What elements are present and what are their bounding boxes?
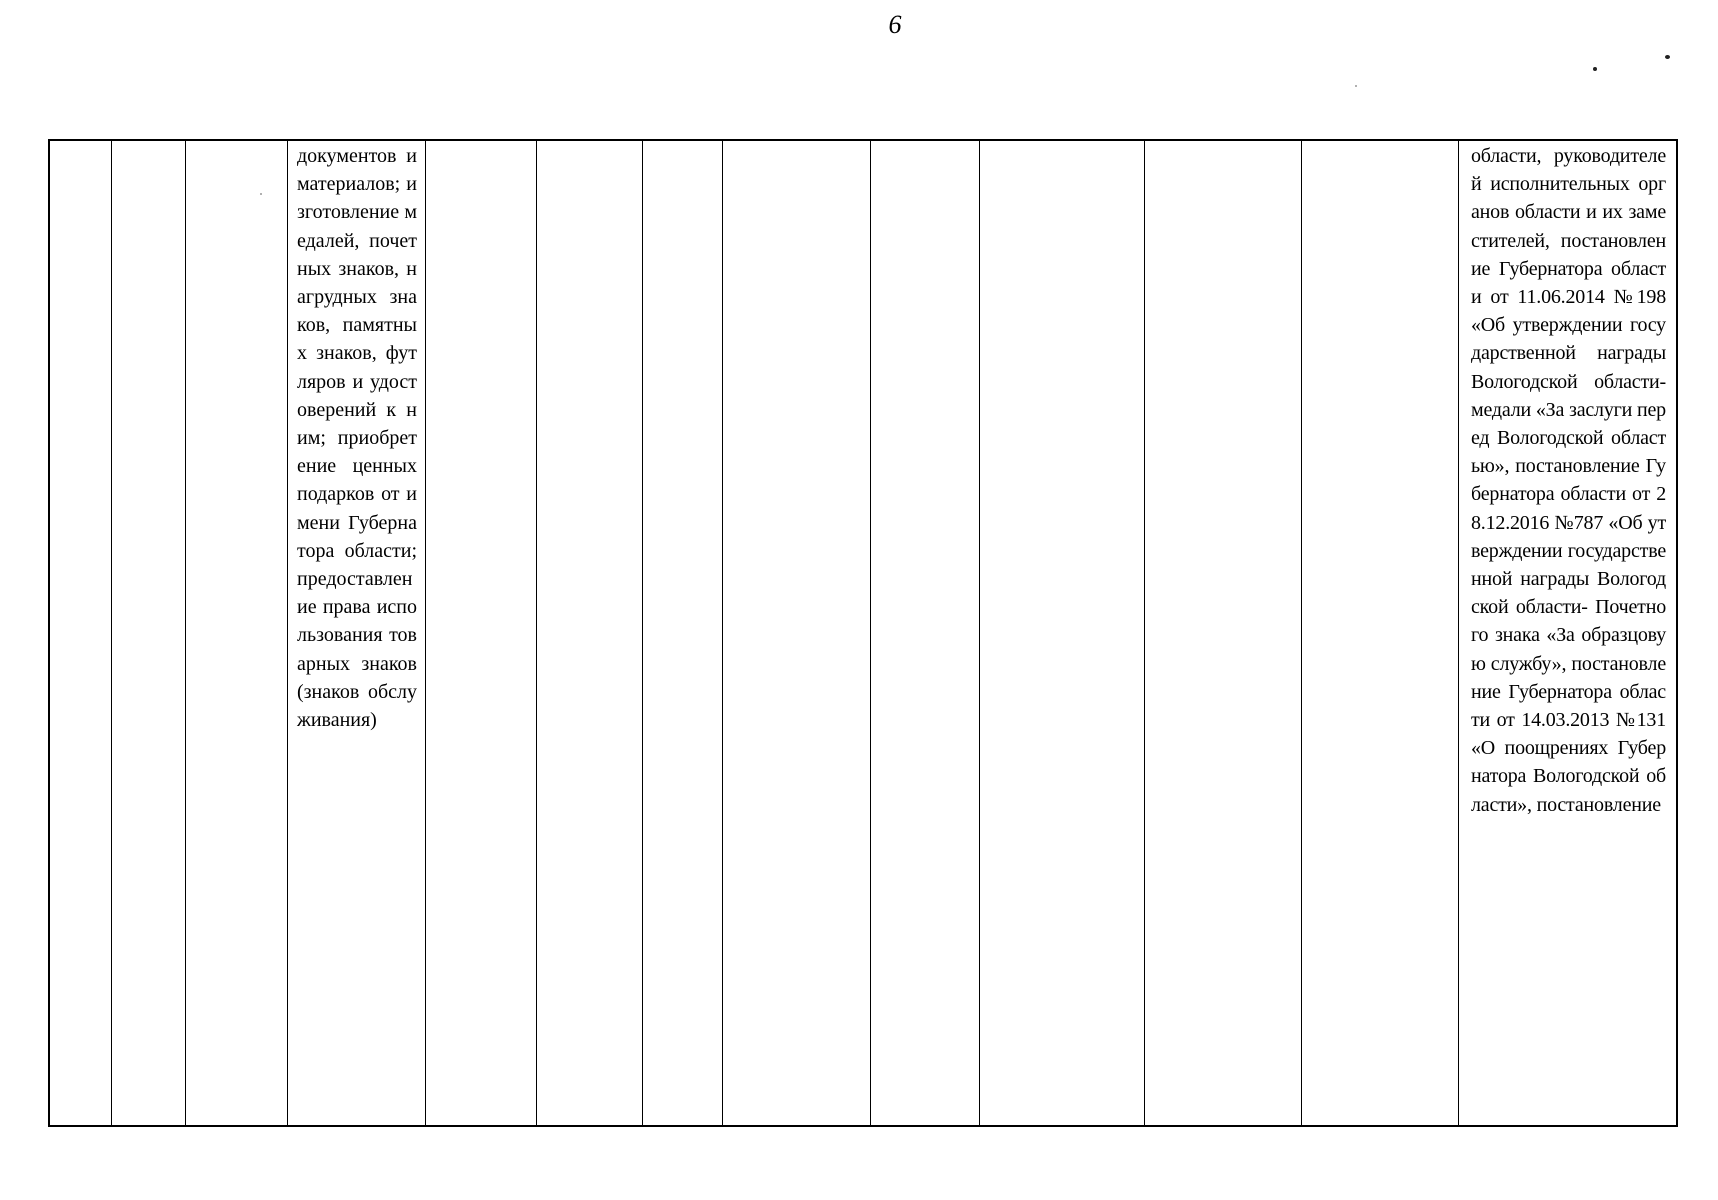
scan-speck [1593,67,1597,71]
table-cell-col8 [723,141,871,1125]
table-cell-col6 [537,141,643,1125]
table-cell-col11 [1145,141,1302,1125]
table-cell-col13 [1459,141,1676,1125]
cell-text-legal-basis: области, руководителей исполнительных органов области и их заместителей, постановление Губернатора области от 11.06.2014 №198 «Об утверждении государственной награды Вологодской области-медали «За заслуги перед Вологодской областью», постановление Губернатора области от 28.12.2016 №787 «Об утверждении государственной награды Вологодской области- Почетного знака «За образцовую службу», постановление Губернатора области от 14.03.2013 №131 «О поощрениях Губернатора Вологодской области», постановление [1471,145,1666,816]
table-cell-col5 [426,141,537,1125]
table-cell-col3 [186,141,288,1125]
document-table [48,139,1678,1127]
table-cell-col12 [1302,141,1459,1125]
table-cell-col2 [112,141,186,1125]
cell-text-measures: документов и материалов; изготовление медалей, почетных знаков, нагрудных знаков, памятных знаков, футляров и удостоверений к ним; приобретение ценных подарков от имени Губернатора области; предоставление права использования товарных знаков (знаков обслуживания) [297,145,417,732]
table-cell-col10 [980,141,1145,1125]
scan-speck [1355,85,1357,87]
table-cell-col9 [871,141,980,1125]
table-cell-col7 [643,141,723,1125]
page-number: 6 [888,10,902,39]
scan-speck [1665,55,1670,59]
table-cell-col4 [288,141,426,1125]
table-cell-col1 [50,141,112,1125]
